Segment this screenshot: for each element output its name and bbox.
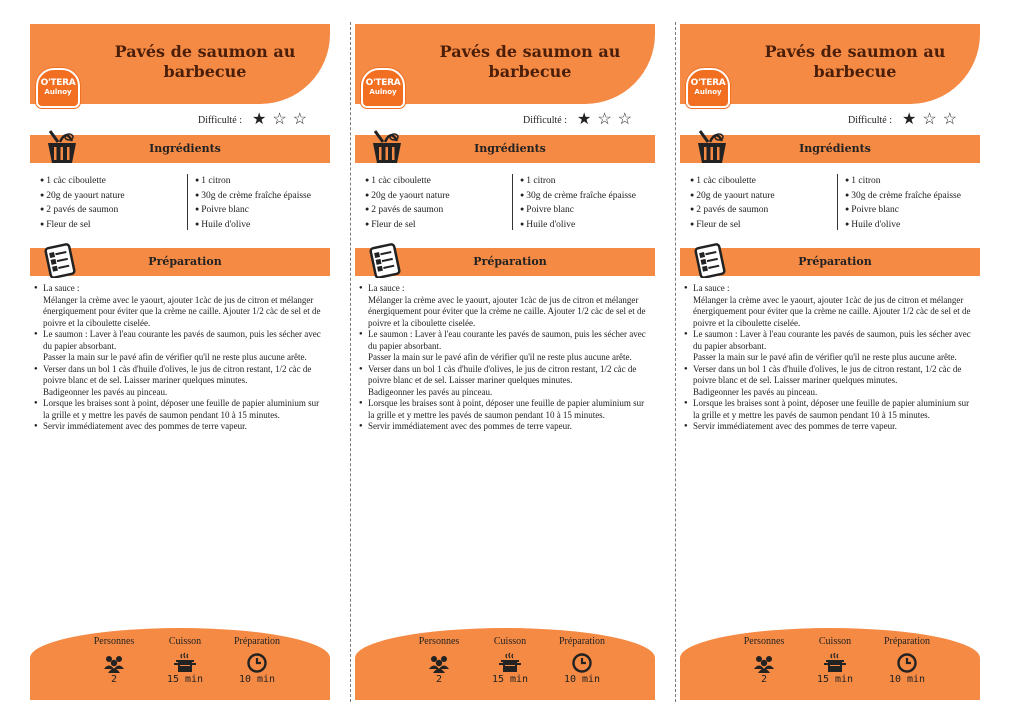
ingredient-item: ● 1 citron <box>195 174 311 189</box>
ingredient-item: ● 20g de yaourt nature <box>365 189 450 204</box>
stat-label: Préparation <box>883 636 931 647</box>
ingredient-item: ● Fleur de sel <box>365 218 450 233</box>
checklist-icon <box>694 242 730 278</box>
logo-name: O'TERA <box>690 78 726 88</box>
otera-logo <box>686 68 730 108</box>
star-empty-icon: ☆ <box>292 111 308 128</box>
step-text: Badigeonner les pavés au pinceau. <box>693 386 818 397</box>
stat-people <box>404 636 474 685</box>
people-icon <box>428 652 450 674</box>
ingredient-item: ● 1 càc ciboulette <box>40 174 125 189</box>
step-text: Badigeonner les pavés au pinceau. <box>43 386 168 397</box>
preparation-step <box>359 329 649 364</box>
ingredient-item: ● 2 pavés de saumon <box>40 203 125 218</box>
step-text: ● Servir immédiatement avec des pommes de terre vapeur. <box>43 421 247 431</box>
stat-value: 10 min <box>238 674 276 685</box>
stat-clock <box>872 636 942 685</box>
ingredient-item: ● Huile d'olive <box>845 218 961 233</box>
stat-label: Personnes <box>93 636 135 647</box>
preparation-header <box>355 248 655 276</box>
stat-value: 15 min <box>166 674 204 685</box>
stat-clock <box>222 636 292 685</box>
ingredients-header <box>355 135 655 163</box>
stat-label: Préparation <box>233 636 281 647</box>
step-text: ● Le saumon : Laver à l'eau courante les pavés de saumon, puis les sécher avec du papier absorbant. <box>693 329 971 351</box>
ingredients-title: Ingrédients <box>149 142 221 155</box>
people-icon <box>753 652 775 674</box>
recipe-card <box>355 24 655 700</box>
stat-label: Préparation <box>558 636 606 647</box>
ingredient-item: ● Poivre blanc <box>520 203 636 218</box>
star-empty-icon: ☆ <box>272 111 287 128</box>
step-text: ● Le saumon : Laver à l'eau courante les pavés de saumon, puis les sécher avec du papier absorbant. <box>43 329 321 351</box>
stat-people <box>79 636 149 685</box>
step-text: Passer la main sur le pavé afin de vérifier qu'il ne reste plus aucune arête. <box>693 352 957 362</box>
ingredient-item: ● 1 citron <box>520 174 636 189</box>
preparation-header <box>680 248 980 276</box>
step-text: Mélanger la crème avec le yaourt, ajouter 1càc de jus de citron et mélanger énergiquement pour éviter que la crème ne caille. Ajouter 1/2 càc de sel et de poivre et la ciboulette ciselée. <box>368 294 646 328</box>
preparation-step <box>684 421 974 433</box>
difficulty-label: Difficulté : <box>848 114 892 126</box>
ingredient-item: ● 1 càc ciboulette <box>365 174 450 189</box>
people-icon <box>103 652 125 674</box>
stat-cooking-pot <box>150 636 220 685</box>
preparation-step <box>684 329 974 364</box>
logo-name: O'TERA <box>365 78 401 88</box>
otera-logo <box>36 68 80 108</box>
star-empty-icon: ☆ <box>942 111 958 128</box>
preparation-step <box>359 398 649 421</box>
ingredient-item: ● 1 citron <box>845 174 961 189</box>
ingredients-list-left <box>40 174 125 233</box>
ingredients-list-right <box>195 174 311 233</box>
logo-city: Aulnoy <box>369 88 397 96</box>
ingredients-list-right <box>520 174 636 233</box>
star-filled-icon: ★ <box>251 111 267 128</box>
step-text: ● Lorsque les braises sont à point, déposer une feuille de papier aluminium sur la grille et y mettre les pavés de saumon pendant 10 à 15 minutes. <box>368 398 645 420</box>
stat-clock <box>547 636 617 685</box>
preparation-steps <box>684 283 974 433</box>
card-header <box>30 24 330 104</box>
step-text: ● Servir immédiatement avec des pommes de terre vapeur. <box>368 421 572 431</box>
preparation-step <box>34 364 324 399</box>
ingredients-list-left <box>365 174 450 233</box>
step-text: Passer la main sur le pavé afin de vérifier qu'il ne reste plus aucune arête. <box>43 352 307 362</box>
preparation-step <box>359 421 649 433</box>
ingredient-item: ● Poivre blanc <box>195 203 311 218</box>
stat-label: Personnes <box>418 636 460 647</box>
ingredient-item: ● Huile d'olive <box>520 218 636 233</box>
ingredients-title: Ingrédients <box>799 142 871 155</box>
step-text: ● Verser dans un bol 1 càs d'huile d'olives, le jus de citron restant, 1/2 càc de poivre blanc et de sel. Laisser mariner quelques minutes. <box>693 363 962 385</box>
stat-value: 2 <box>760 674 768 685</box>
card-header <box>355 24 655 104</box>
star-empty-icon: ☆ <box>617 111 633 128</box>
preparation-step <box>684 398 974 421</box>
ingredients-header <box>30 135 330 163</box>
basket-icon <box>44 129 80 165</box>
step-text: ● La sauce : <box>368 283 405 293</box>
recipe-title: Pavés de saumon au barbecue <box>764 42 946 81</box>
checklist-icon <box>369 242 405 278</box>
preparation-step <box>684 364 974 399</box>
preparation-step <box>34 329 324 364</box>
stat-people <box>729 636 799 685</box>
basket-icon <box>369 129 405 165</box>
ingredient-item: ● 20g de yaourt nature <box>40 189 125 204</box>
preparation-title: Préparation <box>148 255 222 268</box>
recipe-footer <box>355 628 655 700</box>
recipe-title: Pavés de saumon au barbecue <box>114 42 296 81</box>
otera-logo <box>361 68 405 108</box>
ingredient-item: ● 30g de crème fraîche épaisse <box>520 189 636 204</box>
step-text: Mélanger la crème avec le yaourt, ajouter 1càc de jus de citron et mélanger énergiquement pour éviter que la crème ne caille. Ajouter 1/2 càc de sel et de poivre et la ciboulette ciselée. <box>693 294 971 328</box>
step-text: ● Servir immédiatement avec des pommes de terre vapeur. <box>693 421 897 431</box>
stat-cooking-pot <box>800 636 870 685</box>
ingredient-item: ● Huile d'olive <box>195 218 311 233</box>
star-empty-icon: ☆ <box>597 111 612 128</box>
ingredient-item: ● 2 pavés de saumon <box>690 203 775 218</box>
preparation-step <box>34 283 324 329</box>
column-divider <box>837 174 838 230</box>
difficulty-label: Difficulté : <box>523 114 567 126</box>
preparation-header <box>30 248 330 276</box>
step-text: ● La sauce : <box>43 283 80 293</box>
recipe-card <box>680 24 980 700</box>
ingredients-list-left <box>690 174 775 233</box>
preparation-title: Préparation <box>798 255 872 268</box>
card-header <box>680 24 980 104</box>
recipe-card <box>30 24 330 700</box>
cooking-pot-icon <box>499 652 521 674</box>
clock-icon <box>246 652 268 674</box>
ingredients-title: Ingrédients <box>474 142 546 155</box>
preparation-step <box>684 283 974 329</box>
step-text: ● Lorsque les braises sont à point, déposer une feuille de papier aluminium sur la grille et y mettre les pavés de saumon pendant 10 à 15 minutes. <box>43 398 320 420</box>
cooking-pot-icon <box>174 652 196 674</box>
preparation-title: Préparation <box>473 255 547 268</box>
ingredient-item: ● Poivre blanc <box>845 203 961 218</box>
stat-value: 2 <box>110 674 118 685</box>
ingredients-list-right <box>845 174 961 233</box>
ingredient-item: ● 20g de yaourt nature <box>690 189 775 204</box>
logo-city: Aulnoy <box>694 88 722 96</box>
cut-line <box>350 22 351 702</box>
step-text: ● Verser dans un bol 1 càs d'huile d'olives, le jus de citron restant, 1/2 càc de poivre blanc et de sel. Laisser mariner quelques minutes. <box>43 363 312 385</box>
preparation-step <box>34 398 324 421</box>
star-filled-icon: ★ <box>901 111 917 128</box>
step-text: ● Le saumon : Laver à l'eau courante les pavés de saumon, puis les sécher avec du papier absorbant. <box>368 329 646 351</box>
step-text: ● La sauce : <box>693 283 730 293</box>
ingredient-item: ● 2 pavés de saumon <box>365 203 450 218</box>
difficulty-rating <box>523 110 653 130</box>
step-text: ● Verser dans un bol 1 càs d'huile d'olives, le jus de citron restant, 1/2 càc de poivre blanc et de sel. Laisser mariner quelques minutes. <box>368 363 637 385</box>
preparation-steps <box>34 283 324 433</box>
logo-city: Aulnoy <box>44 88 72 96</box>
preparation-step <box>359 283 649 329</box>
step-text: Badigeonner les pavés au pinceau. <box>368 386 493 397</box>
column-divider <box>512 174 513 230</box>
clock-icon <box>571 652 593 674</box>
stat-label: Cuisson <box>493 636 527 647</box>
stat-value: 15 min <box>491 674 529 685</box>
stat-value: 10 min <box>888 674 926 685</box>
clock-icon <box>896 652 918 674</box>
step-text: ● Lorsque les braises sont à point, déposer une feuille de papier aluminium sur la grille et y mettre les pavés de saumon pendant 10 à 15 minutes. <box>693 398 970 420</box>
ingredient-item: ● Fleur de sel <box>690 218 775 233</box>
recipe-footer <box>30 628 330 700</box>
stat-cooking-pot <box>475 636 545 685</box>
star-filled-icon: ★ <box>576 111 592 128</box>
basket-icon <box>694 129 730 165</box>
stat-value: 2 <box>435 674 443 685</box>
cut-line <box>675 22 676 702</box>
difficulty-label: Difficulté : <box>198 114 242 126</box>
step-text: Mélanger la crème avec le yaourt, ajouter 1càc de jus de citron et mélanger énergiquement pour éviter que la crème ne caille. Ajouter 1/2 càc de sel et de poivre et la ciboulette ciselée. <box>43 294 321 328</box>
preparation-step <box>359 364 649 399</box>
difficulty-rating <box>198 110 328 130</box>
ingredient-item: ● 30g de crème fraîche épaisse <box>845 189 961 204</box>
stat-value: 10 min <box>563 674 601 685</box>
step-text: Passer la main sur le pavé afin de vérifier qu'il ne reste plus aucune arête. <box>368 352 632 362</box>
stat-label: Personnes <box>743 636 785 647</box>
cooking-pot-icon <box>824 652 846 674</box>
logo-name: O'TERA <box>40 78 76 88</box>
column-divider <box>187 174 188 230</box>
stat-label: Cuisson <box>818 636 852 647</box>
stat-label: Cuisson <box>168 636 202 647</box>
checklist-icon <box>44 242 80 278</box>
difficulty-rating <box>848 110 978 130</box>
ingredient-item: ● 1 càc ciboulette <box>690 174 775 189</box>
preparation-steps <box>359 283 649 433</box>
recipe-footer <box>680 628 980 700</box>
recipe-title: Pavés de saumon au barbecue <box>439 42 621 81</box>
star-empty-icon: ☆ <box>922 111 937 128</box>
stat-value: 15 min <box>816 674 854 685</box>
ingredient-item: ● Fleur de sel <box>40 218 125 233</box>
preparation-step <box>34 421 324 433</box>
ingredient-item: ● 30g de crème fraîche épaisse <box>195 189 311 204</box>
ingredients-header <box>680 135 980 163</box>
